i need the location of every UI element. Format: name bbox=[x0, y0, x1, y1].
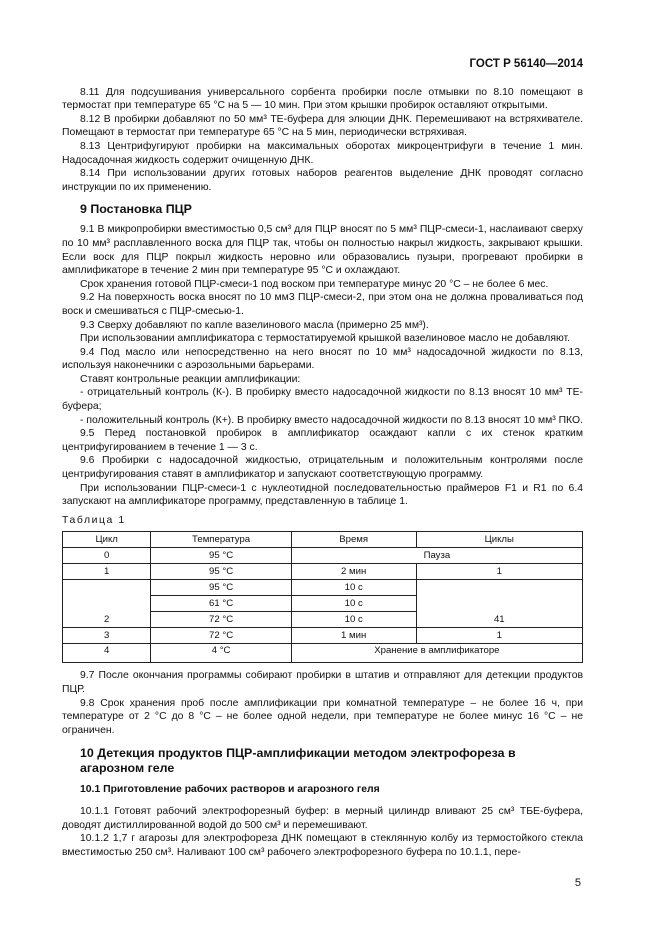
cell-cycles: 1 bbox=[416, 564, 582, 580]
table-row bbox=[63, 548, 583, 564]
standard-header: ГОСТ Р 56140—2014 bbox=[469, 58, 583, 70]
cell-temp: 61 °С bbox=[151, 596, 291, 612]
paragraph: 10.1.1 Готовят рабочий электрофорезный буфер: в мерный цилиндр вливают 25 см³ ТБЕ-буфера, доводят дистиллированной водой до 500 см³ и перемешивают. bbox=[62, 805, 583, 831]
cell-temp: 95 °С bbox=[151, 548, 291, 564]
subsection-10-1-title: 10.1 Приготовление рабочих растворов и агарозного геля bbox=[80, 784, 380, 796]
cell-time: 10 с bbox=[291, 612, 416, 628]
cell-cycle: 0 bbox=[63, 548, 151, 564]
paragraph: - отрицательный контроль (К-). В пробирку вместо надосадочной жидкости по 8.13 вносят 10 мм³ ТЕ-буфера; bbox=[62, 387, 583, 413]
paragraph: 9.3 Сверху добавляют по капле вазелинового масла (примерно 25 мм³). bbox=[80, 319, 429, 331]
cell-temp: 95 °С bbox=[151, 580, 291, 596]
cell-cycle: 3 bbox=[63, 628, 151, 644]
paragraph: 9.6 Пробирки с надосадочной жидкостью, отрицательным и положительным контролями после центрифугирования ставят в амплификатор и запускают соответствующую программу. bbox=[62, 455, 583, 481]
paragraph: 9.8 Срок хранения проб после амплификации при комнатной температуре – не более 16 ч, при температуре от 2 °С до 8 °С – не более одной недели, при температуре не более минус 16 °С – не ограничен. bbox=[62, 697, 583, 736]
cell-temp: 72 °С bbox=[151, 628, 291, 644]
paragraph: 8.11 Для подсушивания универсального сорбента пробирки после отмывки по 8.10 помещают в термостат при температуре 65 °С на 5 — 10 мин. При этом крышки пробирок оставляют открытыми. bbox=[62, 86, 583, 112]
section-10-title: 10 Детекция продуктов ПЦР-амплификации методом электрофореза в агарозном геле bbox=[80, 746, 516, 776]
amplification-program-table bbox=[62, 531, 583, 663]
paragraph: 9.7 После окончания программы собирают пробирки в штатив и отправляют для детекции продуктов ПЦР. bbox=[62, 670, 583, 695]
cell-cycle: 1 bbox=[63, 564, 151, 580]
paragraph: Ставят контрольные реакции амплификации: bbox=[80, 373, 301, 385]
cell-cycles: 1 bbox=[416, 628, 582, 644]
cell-cycle: 4 bbox=[63, 644, 151, 663]
paragraph: Срок хранения готовой ПЦР-смеси-1 под воском при температуре минус 20 °С – не более 6 мес. bbox=[80, 278, 549, 290]
cell-temp: 95 °С bbox=[151, 564, 291, 580]
table-caption: Таблица 1 bbox=[62, 514, 126, 526]
page-number: 5 bbox=[574, 877, 581, 889]
paragraph: 8.13 Центрифугируют пробирки на максимальных оборотах микроцентрифуги в течение 1 мин. Надосадочная жидкость содержит очищенную ДНК. bbox=[62, 140, 583, 166]
cell-time: 2 мин bbox=[291, 564, 416, 580]
section-9-title: 9 Постановка ПЦР bbox=[80, 202, 192, 217]
table-row bbox=[63, 644, 583, 663]
paragraph: При использовании амплификатора с термостатируемой крышкой вазелиновое масло не добавляют. bbox=[80, 333, 571, 345]
table-row bbox=[63, 564, 583, 580]
table-row bbox=[63, 628, 583, 644]
cell-cycles: 41 bbox=[416, 580, 582, 628]
cell-cycle: 2 bbox=[63, 580, 151, 628]
header-temperature: Температура bbox=[151, 532, 291, 548]
cell-temp: 4 °С bbox=[151, 644, 291, 663]
paragraph: 8.12 В пробирки добавляют по 50 мм³ ТЕ-буфера для элюции ДНК. Перемешивают на встряхивателе. Помещают в термостат при температуре 65 °С на 5 мин, периодически встряхивая. bbox=[62, 113, 583, 139]
table-header-row bbox=[63, 532, 583, 548]
table-row bbox=[63, 580, 583, 596]
cell-merged: Хранение в амплификаторе bbox=[291, 644, 582, 663]
paragraph: 9.5 Перед постановкой пробирок в амплификатор осаждают капли с их стенок кратким центрифугированием в течение 1 — 3 с. bbox=[62, 428, 583, 453]
paragraph: 9.1 В микропробирки вместимостью 0,5 см³ для ПЦР вносят по 5 мм³ ПЦР-смеси-1, наслаивают сверху по 10 мм³ расплавленного воска для ПЦР так, чтобы он полностью накрыл жидкость, закрывают крышки. Если воск для ПЦР покрыл жидкость неровно или образовались пузыри, прогревают пробирки в амплификаторе в течение 2 мин при температуре 95 °С и охлаждают. bbox=[62, 224, 583, 277]
paragraph: При использовании ПЦР-смеси-1 с нуклеотидной последовательностью праймеров F1 и R1 по 6.4 запускают на амплификаторе программу, представленную в таблице 1. bbox=[62, 482, 583, 508]
cell-time: 10 с bbox=[291, 596, 416, 612]
cell-time: 10 с bbox=[291, 580, 416, 596]
cell-temp: 72 °С bbox=[151, 612, 291, 628]
header-cycles: Циклы bbox=[416, 532, 582, 548]
paragraph: - положительный контроль (К+). В пробирку вместо надосадочной жидкости по 8.13 вносят 10 мм³ ПКО. bbox=[80, 414, 583, 426]
paragraph: 9.2 На поверхность воска вносят по 10 мм3 ПЦР-смеси-2, при этом она не должна проваливаться под воск и смешиваться с ПЦР-смесью-1. bbox=[62, 292, 583, 317]
header-cycle: Цикл bbox=[63, 532, 151, 548]
cell-time: 1 мин bbox=[291, 628, 416, 644]
header-time: Время bbox=[291, 532, 416, 548]
paragraph: 8.14 При использовании других готовых наборов реагентов выделение ДНК проводят согласно инструкции по их применению. bbox=[62, 168, 583, 193]
cell-merged: Пауза bbox=[291, 548, 582, 564]
paragraph: 9.4 Под масло или непосредственно на него вносят по 10 мм³ надосадочной жидкости по 8.13, используя наконечники с аэрозольными барьерами. bbox=[62, 346, 583, 372]
paragraph: 10.1.2 1,7 г агарозы для электрофореза ДНК помещают в стеклянную колбу из термостойкого стекла вместимостью 250 см³. Наливают 100 см³ рабочего электрофорезного буфера по 10.1.1, пере- bbox=[62, 833, 583, 858]
